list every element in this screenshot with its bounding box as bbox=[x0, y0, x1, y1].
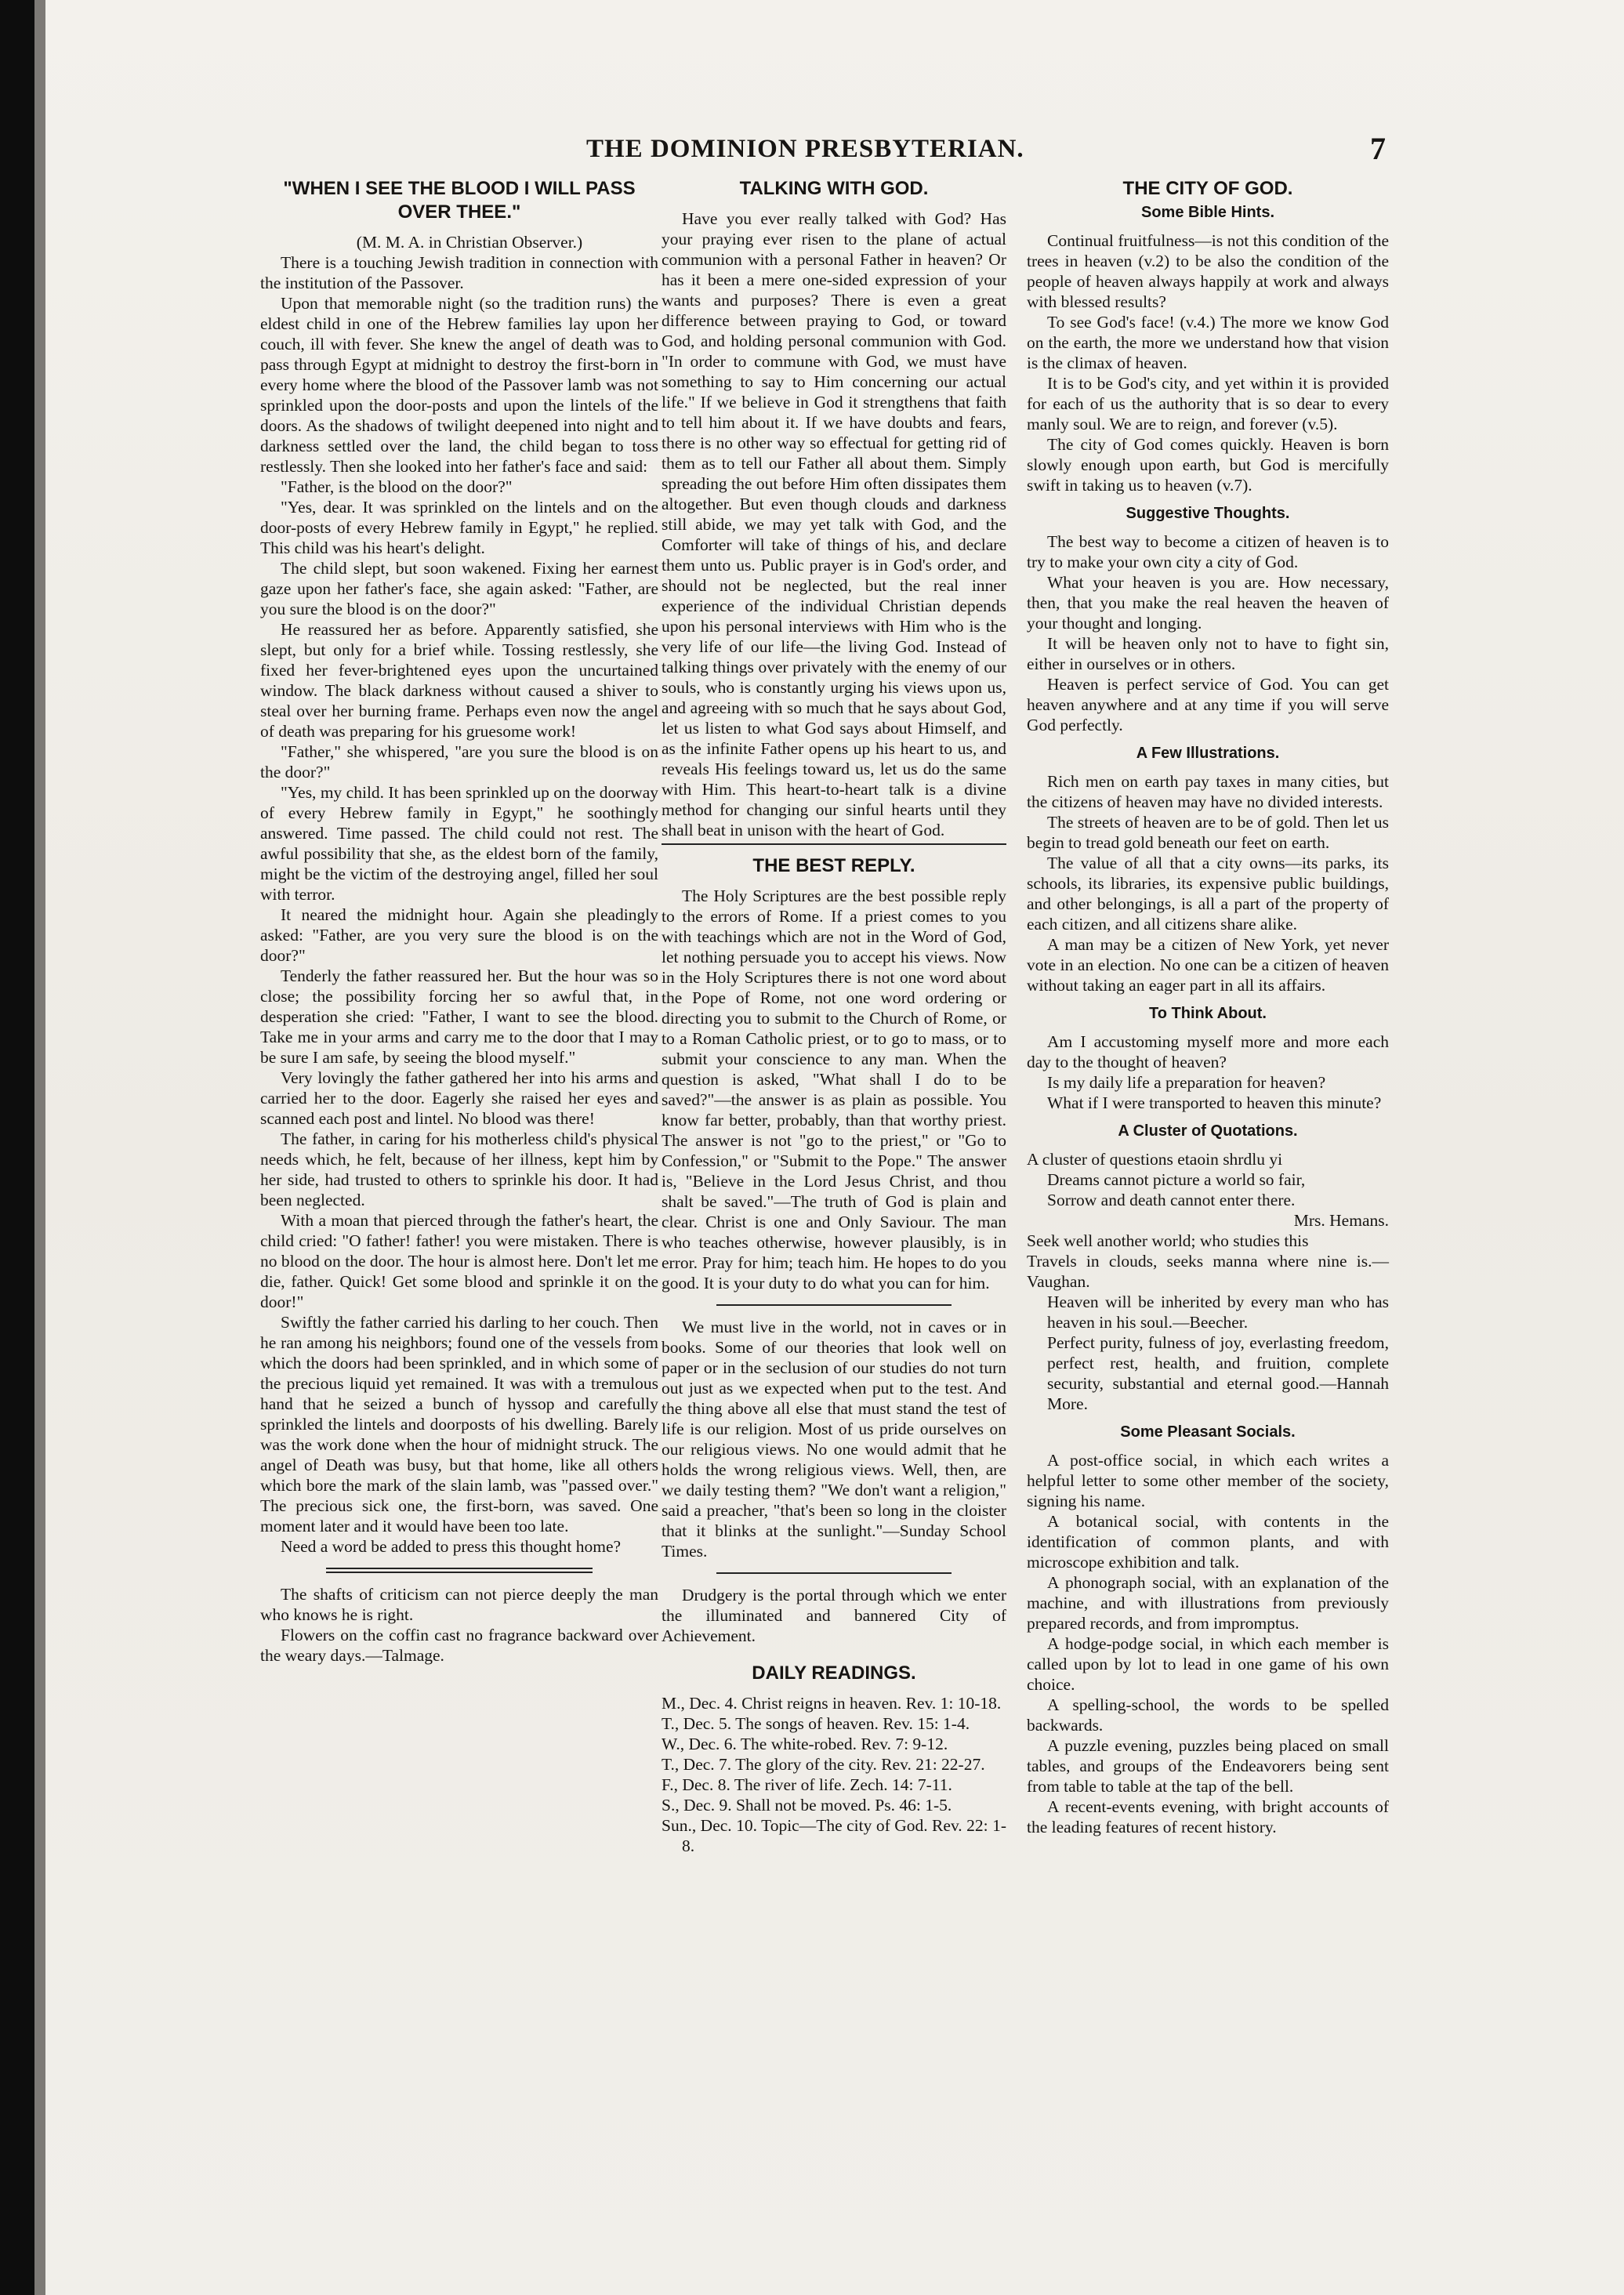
paragraph: There is a touching Jewish tradition in connection with the institution of the Passover. bbox=[260, 253, 658, 292]
divider bbox=[716, 1304, 952, 1306]
paragraph: The father, in caring for his motherless child's physical needs which, he felt, because of her illness, kept him by her side, had trusted to others to sprinkle his door. It had been neglected. bbox=[260, 1129, 658, 1209]
paragraph: Upon that memorable night (so the tradition runs) the eldest child in one of the Hebrew families lay upon her couch, ill with fever. She knew the angel of death was to pass through Egypt at midnight to destroy the first-born in every home where the blood of the Passover lamb was not sprinkled upon the door-posts and upon the lintels of the doors. As the shadows of twilight deepened into night and darkness settled over the land, the child began to toss restlessly. Then she looked into her father's face and said: bbox=[260, 294, 658, 476]
paragraph: Rich men on earth pay taxes in many cities, but the citizens of heaven may have no divided interests. bbox=[1027, 772, 1389, 811]
paragraph: With a moan that pierced through the father's heart, the child cried: "O father! father! you were mistaken. There is no blood on the door. The hour is almost here. Don't let me die, father. Quick! Get some blood and sprinkle it on the door!" bbox=[260, 1211, 658, 1311]
article-byline: (M. M. A. in Christian Observer.) bbox=[356, 233, 583, 252]
paragraph: It is to be God's city, and yet within it is provided for each of us the authority that is so dear to every manly soul. We are to reign, and forever (v.5). bbox=[1027, 374, 1389, 433]
running-head: THE DOMINION PRESBYTERIAN. bbox=[586, 135, 1024, 163]
paragraph: Drudgery is the portal through which we enter the illuminated and bannered City of Achievement. bbox=[662, 1586, 1006, 1645]
reading-item: W., Dec. 6. The white-robed. Rev. 7: 9-12. bbox=[662, 1735, 948, 1753]
section-heading: A Few Illustrations. bbox=[1136, 745, 1280, 762]
paragraph: "Father," she whispered, "are you sure the blood is on the door?" bbox=[260, 742, 658, 781]
quote-line: Perfect purity, fulness of joy, everlasting freedom, perfect rest, health, and fruition, complete security, substantial and eternal good.—Hannah More. bbox=[1047, 1333, 1389, 1413]
quote-line: Sorrow and death cannot enter there. bbox=[1047, 1191, 1296, 1209]
column-middle bbox=[662, 174, 1006, 1856]
section-heading: To Think About. bbox=[1149, 1005, 1267, 1022]
paragraph: We must live in the world, not in caves or in books. Some of our theories that look well on paper or in the seclusion of our studies do not turn out just as we expected when put to the test. And the thing above all else that must stand the test of life is our religion. Most of us pride ourselves on our religious views. No one would admit that he holds the wrong religious views. Well, then, are we daily testing them? "We don't want a religion," said a preacher, "that's been so long in the cloister that it blinks at the sunlight."—Sunday School Times. bbox=[662, 1318, 1006, 1561]
paragraph: A recent-events evening, with bright accounts of the leading features of recent history. bbox=[1027, 1797, 1389, 1836]
newspaper-page bbox=[45, 0, 1624, 2295]
reading-item: T., Dec. 7. The glory of the city. Rev. 21: 22-27. bbox=[662, 1755, 985, 1774]
quote-line: A cluster of questions etaoin shrdlu yi bbox=[1027, 1150, 1283, 1169]
paragraph: It will be heaven only not to have to fight sin, either in ourselves or in others. bbox=[1027, 634, 1389, 673]
scan-edge-gray bbox=[34, 0, 45, 2295]
paragraph: The shafts of criticism can not pierce deeply the man who knows he is right. bbox=[260, 1585, 658, 1624]
paragraph: He reassured her as before. Apparently satisfied, she slept, but only for a brief while. Tossing restlessly, she fixed her fever-brightened eyes upon the uncurtained window. The black darkness without caused a shiver to steal over her burning frame. Perhaps even now the angel of death was preparing for his gruesome work! bbox=[260, 620, 658, 741]
divider bbox=[716, 1572, 952, 1574]
paragraph: A puzzle evening, puzzles being placed on small tables, and groups of the Endeavorers being sent from table to table at the tap of the bell. bbox=[1027, 1736, 1389, 1796]
quotations-block bbox=[1027, 1149, 1389, 1414]
paragraph: The child slept, but soon wakened. Fixing her earnest gaze upon her father's face, she again asked: "Father, are you sure the blood is on the door?" bbox=[260, 559, 658, 618]
paragraph: Heaven is perfect service of God. You can get heaven anywhere and at any time if you will serve God perfectly. bbox=[1027, 675, 1389, 734]
paragraph: Is my daily life a preparation for heaven? bbox=[1047, 1073, 1326, 1092]
section-heading: Some Pleasant Socials. bbox=[1120, 1423, 1296, 1441]
page-number: 7 bbox=[1370, 131, 1386, 166]
paragraph: A hodge-podge social, in which each member is called upon by lot to lead in one game of his own choice. bbox=[1027, 1634, 1389, 1694]
article-title-blood: "WHEN I SEE THE BLOOD I WILL PASS OVER THEE." bbox=[283, 178, 636, 223]
article-title-city-of-god: THE CITY OF GOD. bbox=[1122, 178, 1293, 199]
divider bbox=[326, 1568, 593, 1573]
article-title-best-reply: THE BEST REPLY. bbox=[662, 843, 1006, 878]
paragraph: What your heaven is you are. How necessary, then, that you make the real heaven the heaven of your thought and longing. bbox=[1027, 573, 1389, 633]
reading-item: F., Dec. 8. The river of life. Zech. 14: 7-11. bbox=[662, 1775, 952, 1794]
paragraph: To see God's face! (v.4.) The more we know God on the earth, the more we understand how that vision is the climax of heaven. bbox=[1027, 313, 1389, 372]
paragraph: A botanical social, with contents in the identification of common plants, and with microscope exhibition and talk. bbox=[1027, 1512, 1389, 1572]
section-heading: Some Bible Hints. bbox=[1140, 204, 1275, 221]
quote-line: Seek well another world; who studies this bbox=[1027, 1231, 1309, 1250]
paragraph: Need a word be added to press this thought home? bbox=[281, 1537, 622, 1556]
paragraph: "Yes, dear. It was sprinkled on the lintels and on the door-posts of every Hebrew family in Egypt," he replied. This child was his heart's delight. bbox=[260, 498, 658, 557]
paragraph: A phonograph social, with an explanation of the machine, and with illustrations from previously prepared records, and from impromptus. bbox=[1027, 1573, 1389, 1633]
paragraph: A spelling-school, the words to be spelled backwards. bbox=[1027, 1695, 1389, 1735]
paragraph: Very lovingly the father gathered her into his arms and carried her to the door. Eagerly she raised her eyes and scanned each post and lintel. No blood was there! bbox=[260, 1068, 658, 1128]
paragraph: Have you ever really talked with God? Has your praying ever risen to the plane of actual communion with a personal Father in heaven? Or has it been a mere one-sided expression of your wants and purposes? There is even a great difference between praying to God, or toward God, and holding personal communion with God. "In order to commune with God, we must have something to say to Him concerning our actual life." If we believe in God it strengthens that faith to tell him about it. If we have doubts and fears, there is no other way so effectual for getting rid of them as to tell our Father all about them. Simply spreading the out before Him often dissipates them altogether. But even though clouds and darkness still abide, we may yet talk with God, and the Comforter will take of things of his, and declare them unto us. Public prayer is in God's order, and should not be neglected, but the real inner experience of the individual Christian depends upon his personal interviews with Him who is the very life of our life—the living God. Instead of talking things over privately with the enemy of our souls, who is constantly urging his views upon us, and agreeing with so much that he says about God, let us listen to what God says about Himself, and as the infinite Father opens up his heart to us, and reveals His feelings toward us, let us do the same with Him. This heart-to-heart talk is a divine method for changing our sinful hearts until they shall beat in unison with the heart of God. bbox=[662, 209, 1006, 839]
daily-readings-list bbox=[662, 1693, 1006, 1856]
quote-line: Dreams cannot picture a world so fair, bbox=[1047, 1170, 1306, 1189]
paragraph: It neared the midnight hour. Again she pleadingly asked: "Father, are you very sure the blood is on the door?" bbox=[260, 905, 658, 965]
paragraph: Continual fruitfulness—is not this condition of the trees in heaven (v.2) to be also the condition of the people of heaven always happily at work and always with blessed results? bbox=[1027, 231, 1389, 311]
paragraph: What if I were transported to heaven this minute? bbox=[1047, 1093, 1382, 1112]
section-heading: A Cluster of Quotations. bbox=[1118, 1122, 1298, 1140]
article-title-talking: TALKING WITH GOD. bbox=[739, 178, 929, 199]
scan-edge-dark bbox=[0, 0, 34, 2295]
paragraph: Am I accustoming myself more and more each day to the thought of heaven? bbox=[1027, 1032, 1389, 1071]
paragraph: "Yes, my child. It has been sprinkled up on the doorway of every Hebrew family in Egypt," he soothingly answered. Time passed. The child could not rest. The awful possibility that she, as the eldest born of the family, might be the victim of the destroying angel, filled her soul with terror. bbox=[260, 783, 658, 904]
paragraph: The streets of heaven are to be of gold. Then let us begin to tread gold beneath our feet on earth. bbox=[1027, 813, 1389, 852]
section-heading: Suggestive Thoughts. bbox=[1126, 505, 1290, 522]
reading-item: M., Dec. 4. Christ reigns in heaven. Rev. 1: 10-18. bbox=[662, 1694, 1002, 1713]
paragraph: The best way to become a citizen of heaven is to try to make your own city a city of God. bbox=[1027, 532, 1389, 571]
column-right bbox=[1027, 174, 1389, 1837]
daily-readings-title: DAILY READINGS. bbox=[752, 1662, 916, 1684]
reading-item: T., Dec. 5. The songs of heaven. Rev. 15: 1-4. bbox=[662, 1714, 970, 1733]
paragraph: A post-office social, in which each writes a helpful letter to some other member of the society, signing his name. bbox=[1027, 1451, 1389, 1510]
quote-line: Heaven will be inherited by every man who has heaven in his soul.—Beecher. bbox=[1047, 1293, 1389, 1332]
paragraph: The Holy Scriptures are the best possible reply to the errors of Rome. If a priest comes to you with teachings which are not in the Word of God, let nothing persuade you to accept his views. Now in the Holy Scriptures there is not one word about the Pope of Rome, not one word ordering or directing you to submit to the Church of Rome, or to a Roman Catholic priest, or to go to mass, or to submit your conscience to any man. When the question is asked, "What shall I do to be saved?"—the answer is as plain as possible. You know far better, probably, than that worthy priest. The answer is not "go to the priest," or "Go to Confession," or "Submit to the Pope." The answer is, "Believe in the Lord Jesus Christ, and thou shalt be saved."—The truth of God is plain and clear. Christ is one and Only Saviour. The man who teaches otherwise, however plausibly, is in error. Pray for him; teach him. He hopes to do you good. It is your duty to do what you can for him. bbox=[662, 886, 1006, 1293]
paragraph: "Father, is the blood on the door?" bbox=[281, 477, 513, 496]
paragraph: Tenderly the father reassured her. But the hour was so close; the possibility forcing her so awful that, in desperation she cried: "Father, I want to see the blood. Take me in your arms and carry me to the door that I may be sure I am safe, by seeing the blood myself." bbox=[260, 966, 658, 1067]
quote-attribution: Mrs. Hemans. bbox=[1293, 1211, 1389, 1230]
quote-line: Travels in clouds, seeks manna where nine is.—Vaughan. bbox=[1027, 1252, 1389, 1291]
paragraph: Flowers on the coffin cast no fragrance backward over the weary days.—Talmage. bbox=[260, 1626, 658, 1665]
paragraph: A man may be a citizen of New York, yet never vote in an election. No one can be a citizen of heaven without taking an eager part in all its affairs. bbox=[1027, 935, 1389, 995]
reading-item: Sun., Dec. 10. Topic—The city of God. Rev. 22: 1-8. bbox=[662, 1816, 1006, 1855]
reading-item: S., Dec. 9. Shall not be moved. Ps. 46: 1-5. bbox=[662, 1796, 952, 1815]
paragraph: The value of all that a city owns—its parks, its schools, its libraries, its expensive public buildings, and other belongings, is all a part of the property of each citizen, and all citizens share alike. bbox=[1027, 854, 1389, 934]
paragraph: Swiftly the father carried his darling to her couch. Then he ran among his neighbors; found one of the vessels from which the doors had been sprinkled, and in which some of the precious liquid yet remained. It was with a tremulous hand that he seized a bunch of hyssop and carefully sprinkled the lintels and doorposts of his dwelling. Barely was the work done when the hour of midnight struck. The angel of Death was busy, but that home, like all others which bore the mark of the slain lamb, was "passed over." The precious sick one, the first-born, was saved. One moment later and it would have been too late. bbox=[260, 1313, 658, 1535]
paragraph: The city of God comes quickly. Heaven is born slowly enough upon earth, but God is mercifully swift in taking us to heaven (v.7). bbox=[1027, 435, 1389, 495]
column-left bbox=[260, 174, 658, 1666]
